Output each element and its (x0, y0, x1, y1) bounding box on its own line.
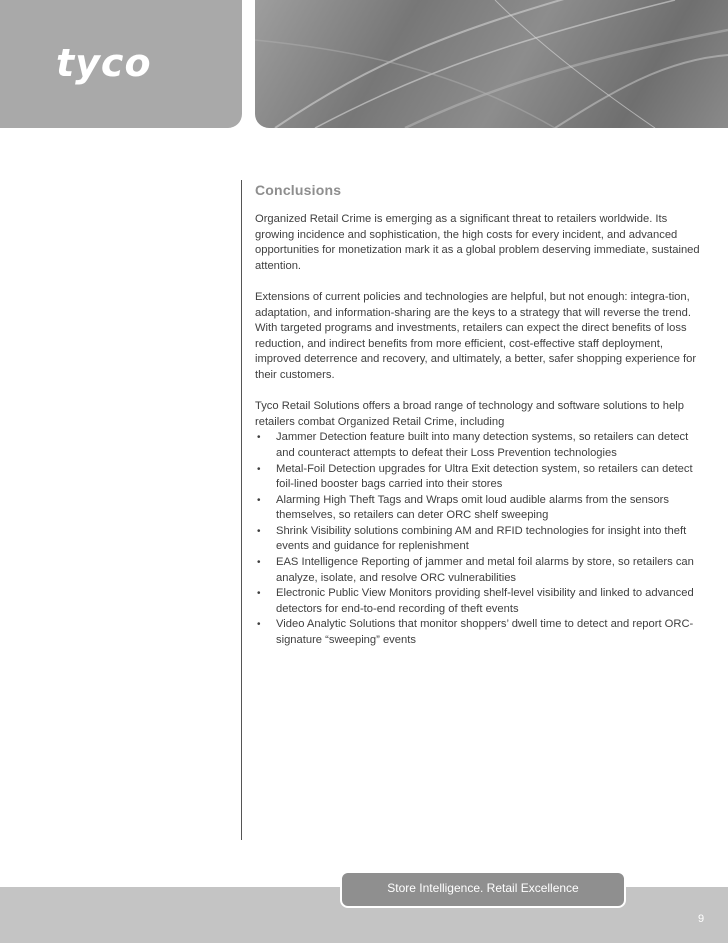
logo-panel (0, 0, 242, 128)
header-photo (255, 0, 728, 128)
paragraph: Extensions of current policies and technologies are helpful, but not enough: integra-tion, adaptation, and information-sharing are the keys to a strategy that will reverse the trend. With targeted programs and investments, retailers can expect the direct benefits of loss reduction, and indirect benefits from more efficient, cost-effective staff deployment, improved deterrence and recovery, and ultimately, a better, safer shopping experience for their customers. (255, 290, 697, 381)
section-title: Conclusions (255, 182, 342, 198)
light-streaks-graphic (255, 0, 728, 128)
solutions-list (255, 430, 705, 648)
list-item: • Metal-Foil Detection upgrades for Ultra Exit detection system, so retailers can detect foil-lined booster bags carried into their stores (255, 462, 705, 493)
paragraph: Tyco Retail Solutions offers a broad range of technology and software solutions to help retailers combat Organized Retail Crime, including (255, 400, 684, 428)
list-item: • Shrink Visibility solutions combining AM and RFID technologies for insight into theft events and guidance for replenishment (255, 524, 705, 555)
list-item: • Electronic Public View Monitors providing shelf-level visibility and linked to advanced detectors for end-to-end recording of theft events (255, 586, 705, 617)
vertical-rule (241, 180, 242, 840)
list-item: • Video Analytic Solutions that monitor shoppers’ dwell time to detect and report ORC-signature “sweeping” events (255, 617, 705, 648)
page-number: 9 (698, 913, 705, 925)
main-content (255, 182, 705, 649)
list-item: • EAS Intelligence Reporting of jammer and metal foil alarms by store, so retailers can analyze, isolate, and resolve ORC vulnerabilities (255, 555, 705, 586)
list-item: • Alarming High Theft Tags and Wraps omit loud audible alarms from the sensors themselves, so retailers can deter ORC shelf sweeping (255, 493, 705, 524)
list-item: • Jammer Detection feature built into many detection systems, so retailers can detect and counteract attempts to defeat their Loss Prevention technologies (255, 430, 705, 461)
tagline-box (340, 871, 626, 908)
paragraph: Organized Retail Crime is emerging as a significant threat to retailers worldwide. Its growing incidence and sophistication, the high costs for every incident, and advanced opportunities for monetization mark it as a global problem deserving immediate, sustained attention. (255, 213, 700, 272)
tyco-logo: tyco (56, 41, 152, 85)
footer-tagline: Store Intelligence. Retail Excellence (387, 881, 579, 895)
